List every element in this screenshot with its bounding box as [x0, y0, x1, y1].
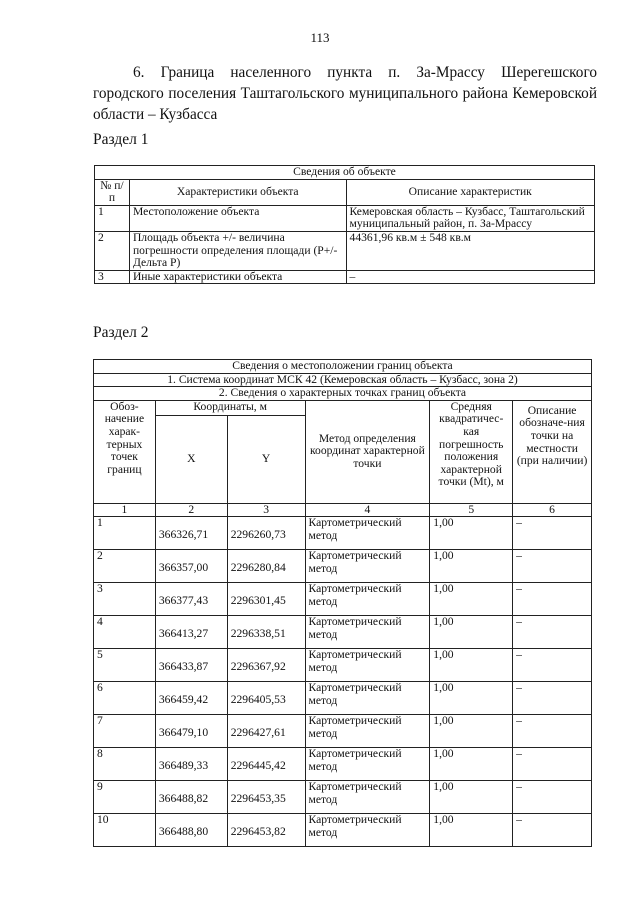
point-description: – [513, 517, 592, 550]
point-designation: 6 [94, 682, 156, 715]
point-description: – [513, 814, 592, 847]
column-number-row [94, 503, 592, 517]
point-designation: 10 [94, 814, 156, 847]
point-x: 366357,00 [155, 550, 227, 583]
table-header-row [95, 179, 595, 205]
header-num: № п/п [95, 179, 130, 205]
table-row [94, 616, 592, 649]
table-row [95, 205, 595, 231]
point-designation: 9 [94, 781, 156, 814]
point-y: 2296260,73 [227, 517, 305, 550]
header-method: Метод определения координат характерной точки [305, 400, 430, 503]
point-error: 1,00 [430, 682, 513, 715]
table-row [94, 649, 592, 682]
point-error: 1,00 [430, 814, 513, 847]
point-method: Картометрический метод [305, 517, 430, 550]
table-row [94, 517, 592, 550]
point-x: 366489,33 [155, 748, 227, 781]
header-characteristics: Характеристики объекта [129, 179, 346, 205]
point-designation: 1 [94, 517, 156, 550]
point-description: – [513, 748, 592, 781]
object-info-table [94, 165, 595, 284]
row-characteristic: Площадь объекта +/- величина погрешности определения площади (P+/- Дельта P) [129, 231, 346, 270]
point-method: Картометрический метод [305, 550, 430, 583]
point-designation: 2 [94, 550, 156, 583]
col-number: 3 [227, 503, 305, 517]
point-y: 2296367,92 [227, 649, 305, 682]
point-y: 2296427,61 [227, 715, 305, 748]
point-y: 2296453,35 [227, 781, 305, 814]
table-row [94, 781, 592, 814]
table-header-row [94, 400, 592, 415]
point-error: 1,00 [430, 616, 513, 649]
point-description: – [513, 781, 592, 814]
point-y: 2296453,82 [227, 814, 305, 847]
boundary-points-table [93, 359, 592, 847]
point-description: – [513, 649, 592, 682]
page-number: 113 [310, 30, 330, 45]
row-num: 1 [95, 205, 130, 231]
point-error: 1,00 [430, 649, 513, 682]
row-characteristic: Иные характеристики объекта [129, 270, 346, 284]
point-y: 2296301,45 [227, 583, 305, 616]
coord-system: 1. Система координат МСК 42 (Кемеровская область – Кузбасс, зона 2) [94, 373, 592, 387]
point-description: – [513, 715, 592, 748]
section1-label: Раздел 1 [93, 131, 149, 148]
row-description: Кемеровская область – Кузбасс, Таштагольский муниципальный район, п. За-Мрассу [346, 205, 594, 231]
point-y: 2296445,42 [227, 748, 305, 781]
header-error: Средняя квадратичес-кая погрешность положения характерной точки (Mt), м [430, 400, 513, 503]
point-error: 1,00 [430, 517, 513, 550]
point-method: Картометрический метод [305, 814, 430, 847]
row-characteristic: Местоположение объекта [129, 205, 346, 231]
coord-system-row [94, 373, 592, 387]
point-y: 2296338,51 [227, 616, 305, 649]
header-point-description: Описание обозначе-ния точки на местности (при наличии) [513, 400, 592, 503]
point-method: Картометрический метод [305, 748, 430, 781]
point-error: 1,00 [430, 583, 513, 616]
header-coords: Координаты, м [155, 400, 305, 415]
point-method: Картометрический метод [305, 781, 430, 814]
point-description: – [513, 550, 592, 583]
point-y: 2296405,53 [227, 682, 305, 715]
section-heading: 6. Граница населенного пункта п. За-Мрассу Шерегешского городского поселения Таштагольского муниципального района Кемеровской области – Кузбасса [93, 64, 597, 123]
header-x: X [155, 415, 227, 503]
header-designation: Обоз-начение харак-терных точек границ [94, 400, 156, 503]
section2-label: Раздел 2 [93, 324, 149, 341]
table-title: Сведения об объекте [95, 166, 595, 180]
point-x: 366433,87 [155, 649, 227, 682]
point-x: 366488,80 [155, 814, 227, 847]
point-error: 1,00 [430, 550, 513, 583]
point-method: Картометрический метод [305, 682, 430, 715]
point-x: 366413,27 [155, 616, 227, 649]
point-error: 1,00 [430, 781, 513, 814]
col-number: 2 [155, 503, 227, 517]
point-description: – [513, 583, 592, 616]
table-row [94, 682, 592, 715]
table-title-row [94, 360, 592, 374]
point-method: Картометрический метод [305, 616, 430, 649]
point-designation: 4 [94, 616, 156, 649]
header-description: Описание характеристик [346, 179, 594, 205]
point-x: 366377,43 [155, 583, 227, 616]
point-error: 1,00 [430, 715, 513, 748]
point-description: – [513, 682, 592, 715]
table-row [94, 550, 592, 583]
table-row [94, 814, 592, 847]
col-number: 5 [430, 503, 513, 517]
point-designation: 5 [94, 649, 156, 682]
point-method: Картометрический метод [305, 649, 430, 682]
point-error: 1,00 [430, 748, 513, 781]
points-title-row [94, 387, 592, 401]
table-title-row [95, 166, 595, 180]
row-description: 44361,96 кв.м ± 548 кв.м [346, 231, 594, 270]
row-num: 3 [95, 270, 130, 284]
col-number: 6 [513, 503, 592, 517]
table-title: Сведения о местоположении границ объекта [94, 360, 592, 374]
point-x: 366479,10 [155, 715, 227, 748]
point-x: 366488,82 [155, 781, 227, 814]
col-number: 4 [305, 503, 430, 517]
point-designation: 8 [94, 748, 156, 781]
point-y: 2296280,84 [227, 550, 305, 583]
point-designation: 3 [94, 583, 156, 616]
table-row [94, 748, 592, 781]
point-method: Картометрический метод [305, 715, 430, 748]
header-y: Y [227, 415, 305, 503]
row-description: – [346, 270, 594, 284]
points-title: 2. Сведения о характерных точках границ объекта [94, 387, 592, 401]
point-designation: 7 [94, 715, 156, 748]
table-row [94, 715, 592, 748]
point-x: 366326,71 [155, 517, 227, 550]
table-row [95, 231, 595, 270]
table-row [94, 583, 592, 616]
point-x: 366459,42 [155, 682, 227, 715]
point-method: Картометрический метод [305, 583, 430, 616]
col-number: 1 [94, 503, 156, 517]
table-row [95, 270, 595, 284]
point-description: – [513, 616, 592, 649]
row-num: 2 [95, 231, 130, 270]
